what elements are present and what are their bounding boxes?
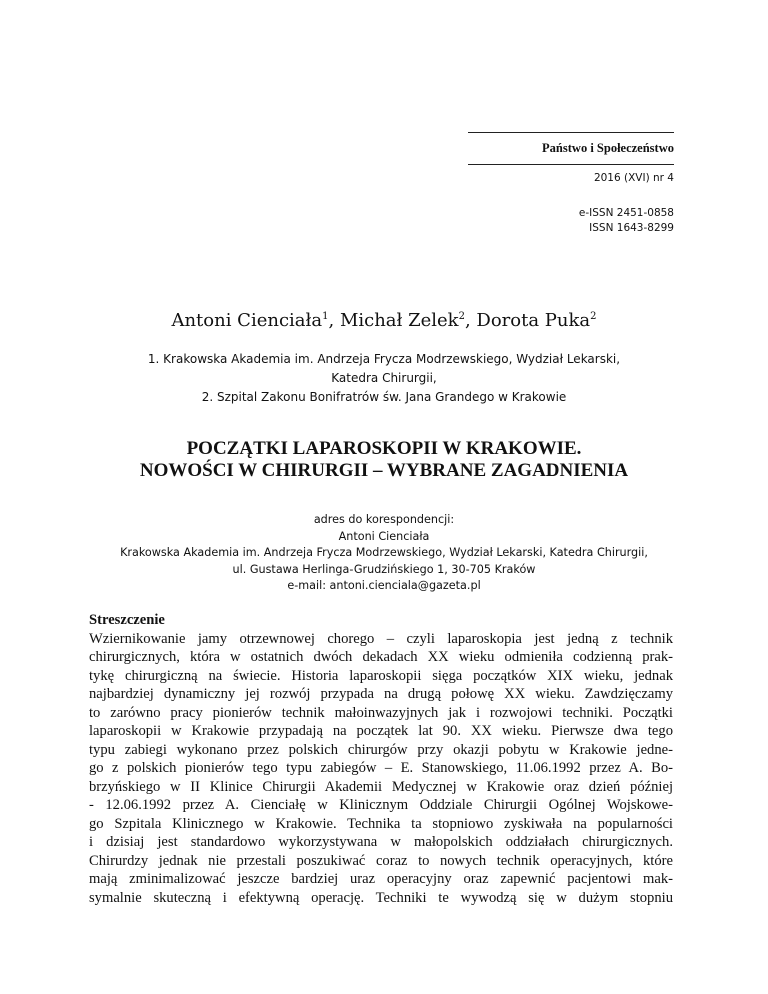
affiliation-line: 1. Krakowska Akademia im. Andrzeja Frycza Modrzewskiego, Wydział Lekarski,	[147, 352, 621, 366]
paper-title	[0, 438, 768, 482]
author-list	[0, 310, 768, 331]
abstract-line: go z polskich pionierów tego typu zabiegów – E. Stanowskiego, 11.06.1992 przez A. Bo-	[89, 760, 673, 776]
abstract-line: - 12.06.1992 przez A. Cienciałę w Klinicznym Oddziale Chirurgii Ogólnej Wojskowe-	[89, 797, 673, 813]
journal-eissn: e-ISSN 2451-0858	[578, 207, 674, 219]
journal-year-issue: 2016 (XVI) nr 4	[593, 172, 674, 184]
author-separator: ,	[464, 310, 477, 331]
abstract-line: brzyńskiego w II Klinice Chirurgii Akademii Medycznej w Krakowie oraz dzień później	[89, 778, 673, 795]
author-name: Michał Zelek	[339, 310, 459, 331]
correspondence-block	[0, 512, 768, 595]
journal-masthead	[468, 132, 674, 236]
affiliation-marker: 1	[322, 311, 329, 322]
correspondence-institution: Krakowska Akademia im. Andrzeja Frycza Modrzewskiego, Wydział Lekarski, Katedra Chirurgii,	[120, 546, 648, 559]
abstract-line: laparoskopii w Krakowie przypadają na początek lat 90. XX wieku. Pierwsze dwa tego	[89, 723, 673, 739]
abstract-line: Chirurdzy jednak nie przestali poszukiwać coraz to nowych technik operacyjnych, które	[89, 852, 673, 869]
abstract-line: mają zminimalizować jeszcze bardziej uraz operacyjny oraz zapewnić pacjentowi mak-	[89, 871, 673, 887]
abstract-heading: Streszczenie	[89, 612, 165, 628]
journal-issn: ISSN 1643-8299	[589, 222, 674, 234]
correspondence-address: ul. Gustawa Herlinga-Grudzińskiego 1, 30-705 Kraków	[232, 562, 536, 576]
correspondence-label: adres do korespondencji:	[313, 513, 455, 526]
affiliation-marker: 2	[590, 311, 597, 322]
correspondence-name: Antoni Cienciała	[338, 529, 430, 543]
abstract-line: Wziernikowanie jamy otrzewnowej chorego – czyli laparoskopia jest jedną z technik	[89, 630, 673, 647]
author-name: Dorota Puka	[476, 310, 591, 331]
affiliation-line: 2. Szpital Zakonu Bonifratrów św. Jana Grandego w Krakowie	[201, 390, 567, 404]
abstract-line: to zarówno pracy pionierów technik małoinwazyjnych jak i rozwojowi techniki. Początki	[89, 704, 673, 721]
author-name: Antoni Cienciała	[171, 310, 323, 331]
abstract-line: chirurgicznych, która w ostatnich dwóch dekadach XX wieku odmieniła codzienną prak-	[89, 649, 673, 665]
abstract	[89, 611, 673, 907]
abstract-line: najbardziej dynamiczny jej rozwój przypada na drugą połowę XX wieku. Zawdzięczamy	[89, 686, 673, 702]
abstract-line: i dzisiaj jest standardowo wykorzystywana w małopolskich oddziałach chirurgicznych.	[89, 834, 673, 850]
author-separator: ,	[328, 310, 340, 331]
title-line: POCZĄTKI LAPAROSKOPII W KRAKOWIE.	[186, 438, 582, 459]
abstract-line: symalnie skuteczną i efektywną operację. Techniki te wywodzą się w dużym stopniu	[89, 889, 673, 906]
title-line: NOWOŚCI W CHIRURGII – WYBRANE ZAGADNIENIA	[139, 460, 629, 481]
affiliations	[0, 350, 768, 407]
correspondence-email: e-mail: antoni.cienciala@gazeta.pl	[287, 579, 481, 592]
abstract-line: tykę chirurgiczną na świecie. Historia laparoskopii sięga początków XIX wieku, jednak	[89, 667, 673, 684]
affiliation-marker: 2	[458, 311, 465, 322]
abstract-line: go Szpitala Klinicznego w Krakowie. Technika ta stopniowo zyskiwała na popularności	[89, 815, 673, 832]
abstract-line: typu zabiegi wykonano przez polskich chirurgów przy okazji pobytu w Krakowie jedne-	[89, 741, 673, 758]
affiliation-line: Katedra Chirurgii,	[331, 371, 437, 385]
journal-title: Państwo i Społeczeństwo	[542, 141, 674, 155]
